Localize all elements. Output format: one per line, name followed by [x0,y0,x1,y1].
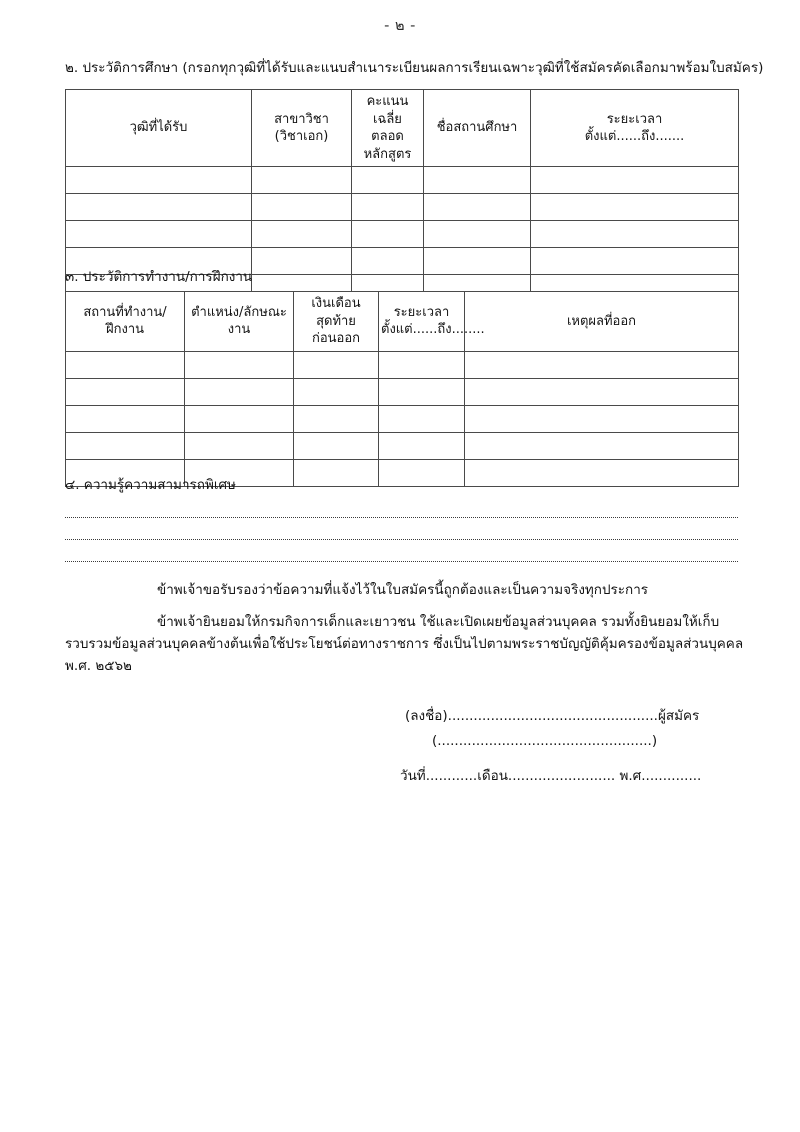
table-row[interactable] [66,378,739,405]
work-history-table [65,291,739,487]
cell-duration[interactable] [379,459,465,486]
table-row[interactable] [66,405,739,432]
signature-line[interactable]: (ลงชื่อ).................................................ผู้สมัคร [405,708,700,724]
table-row[interactable] [66,351,739,378]
cell-gpa[interactable] [352,221,424,248]
cell-duration[interactable] [379,378,465,405]
cell-last-salary[interactable] [294,351,379,378]
column-header-line1: สาขาวิชา [274,111,329,127]
cell-workplace[interactable] [66,405,185,432]
cell-institution[interactable] [424,194,531,221]
cell-major[interactable] [252,248,352,275]
column-header-line1: ระยะเวลา [606,111,663,127]
declaration-paragraph-consent: ข้าพเจ้ายินยอมให้กรมกิจการเด็กและเยาวชน ใช้และเปิดเผยข้อมูลส่วนบุคคล รวมทั้งยินยอมให้เก็บรวบรวมข้อมูลส่วนบุคคลข้างต้นเพื่อใช้ประโยชน์ต่อทางราชการ ซึ่งเป็นไปตามพระราชบัญญัติคุ้มครองข้อมูลส่วนบุคคล พ.ศ. ๒๕๖๒ [65,614,744,674]
cell-last-salary[interactable] [294,378,379,405]
table-row[interactable] [66,167,739,194]
cell-last-salary[interactable] [294,432,379,459]
table-header-row [66,90,739,167]
cell-last-salary[interactable] [294,459,379,486]
cell-duration[interactable] [379,432,465,459]
cell-gpa[interactable] [352,248,424,275]
cell-major[interactable] [252,167,352,194]
cell-reason-for-leaving[interactable] [465,405,739,432]
column-header-line1: คะแนนเฉลี่ย [366,94,409,127]
cell-workplace[interactable] [66,351,185,378]
table-row[interactable] [66,221,739,248]
printed-name-line[interactable]: (..................................................) [432,733,658,749]
column-header-line1: ชื่อสถานศึกษา [436,120,518,136]
table-row[interactable] [66,432,739,459]
cell-reason-for-leaving[interactable] [465,432,739,459]
special-skills-blank-line[interactable] [65,560,738,562]
column-header-line2: (วิชาเอก) [274,129,329,145]
column-header-gpa [352,90,424,167]
cell-duration[interactable] [379,351,465,378]
cell-degree[interactable] [66,221,252,248]
column-header-duration [531,90,739,167]
column-header-line1: สถานที่ทำงาน/ฝึกงาน [83,304,167,338]
cell-workplace[interactable] [66,378,185,405]
cell-duration[interactable] [531,248,739,275]
column-header-workplace [66,292,185,352]
cell-gpa[interactable] [352,167,424,194]
cell-duration[interactable] [531,167,739,194]
column-header-line1: ระยะเวลา [393,304,450,320]
cell-gpa[interactable] [352,194,424,221]
cell-duration[interactable] [531,194,739,221]
special-skills-blank-line[interactable] [65,516,738,518]
cell-position[interactable] [185,432,294,459]
section-heading-work: ๓. ประวัติการทำงาน/การฝึกงาน [65,269,253,285]
declaration-paragraph-certification: ข้าพเจ้าขอรับรองว่าข้อความที่แจ้งไว้ในใบสมัครนี้ถูกต้องและเป็นความจริงทุกประการ [157,582,649,598]
cell-institution[interactable] [424,167,531,194]
column-header-line1: เหตุผลที่ออก [566,313,637,329]
column-header-duration [379,292,485,352]
cell-workplace[interactable] [66,432,185,459]
cell-position[interactable] [185,405,294,432]
cell-duration[interactable] [531,221,739,248]
column-header-degree [66,90,252,167]
cell-reason-for-leaving[interactable] [465,378,739,405]
column-header-line1: วุฒิที่ได้รับ [129,120,188,136]
column-header-major [252,90,352,167]
cell-last-salary[interactable] [294,405,379,432]
table-row[interactable] [66,194,739,221]
cell-reason-for-leaving[interactable] [465,351,739,378]
column-header-line2: ตั้งแต่......ถึง........ [381,322,485,338]
cell-institution[interactable] [424,221,531,248]
page-number: - ๒ - [384,18,416,34]
table-header-row [66,292,739,352]
cell-position[interactable] [185,351,294,378]
section-heading-education: ๒. ประวัติการศึกษา (กรอกทุกวุฒิที่ได้รับและแนบสำเนาระเบียนผลการเรียนเฉพาะวุฒิที่ใช้สมัครคัดเลือกมาพร้อมใบสมัคร) [65,60,764,76]
cell-degree[interactable] [66,167,252,194]
column-header-line1: ตำแหน่ง/ลักษณะงาน [191,304,287,338]
cell-institution[interactable] [424,248,531,275]
column-header-line2: ก่อนออก [311,331,361,347]
column-header-last-salary [294,292,379,352]
cell-position[interactable] [185,378,294,405]
cell-reason-for-leaving[interactable] [465,459,739,486]
date-line[interactable]: วันที่............เดือน......................... พ.ศ.............. [400,768,702,784]
column-header-line1: เงินเดือนสุดท้าย [311,296,361,329]
column-header-line2: ตลอดหลักสูตร [363,129,412,162]
cell-duration[interactable] [379,405,465,432]
section-heading-special-skills: ๔. ความรู้ความสามารถพิเศษ [65,477,236,493]
cell-degree[interactable] [66,194,252,221]
column-header-institution [424,90,531,167]
cell-major[interactable] [252,221,352,248]
column-header-reason-for-leaving [465,292,739,352]
special-skills-blank-line[interactable] [65,538,738,540]
column-header-line2: ตั้งแต่......ถึง....... [584,129,685,145]
cell-major[interactable] [252,194,352,221]
column-header-position [185,292,294,352]
